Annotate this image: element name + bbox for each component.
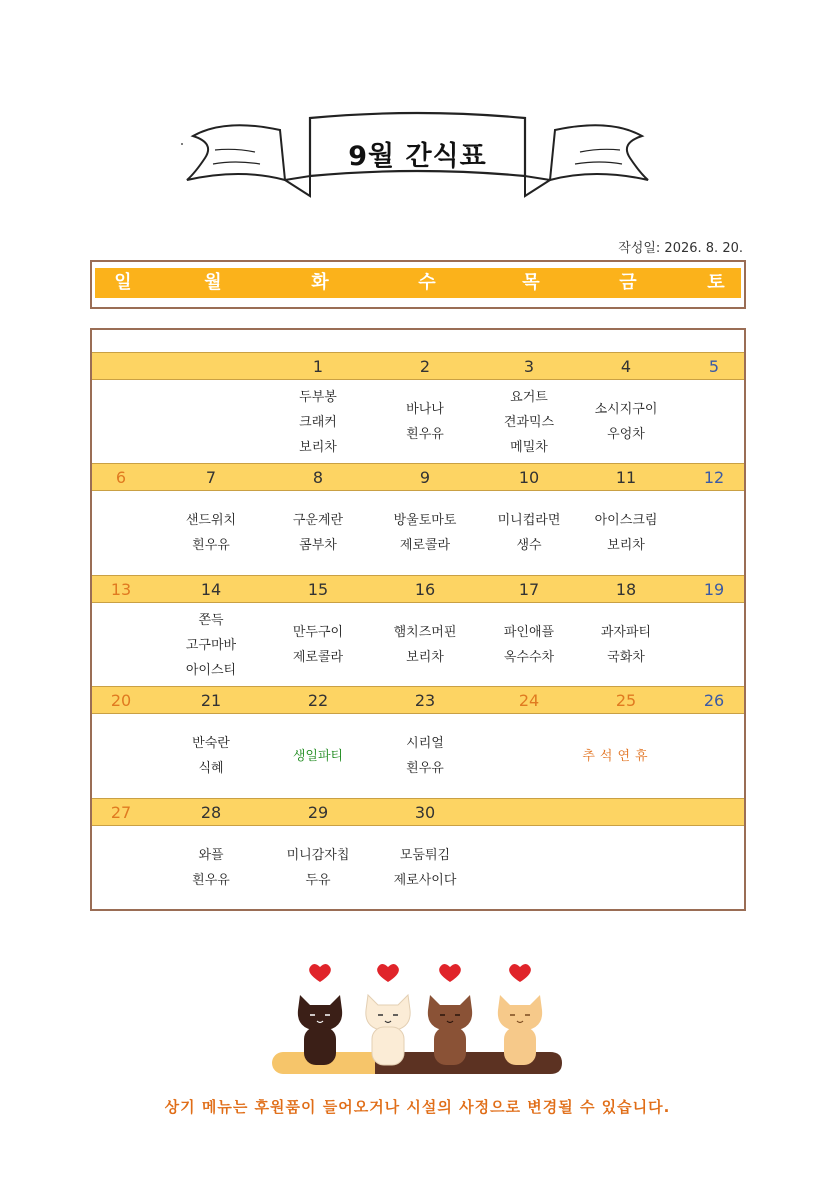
date-number: 4	[620, 357, 632, 376]
date-number: 15	[307, 580, 329, 599]
snack-item: 제로사이다	[393, 873, 457, 888]
date-number: 21	[200, 691, 222, 710]
snack-item: 콤부차	[299, 538, 337, 553]
snack-item: 과자파티	[600, 625, 652, 640]
snack-menu	[474, 385, 584, 460]
snack-item: 미니감자칩	[286, 848, 350, 863]
date-number: 24	[518, 691, 540, 710]
snack-menu	[263, 508, 373, 558]
snack-item: 두부봉	[299, 389, 337, 405]
date-row	[92, 463, 744, 491]
snack-item: 생일파티	[292, 748, 344, 764]
snack-item: 제로콜라	[292, 650, 344, 665]
date-number: 9	[419, 468, 431, 487]
date-number: 12	[703, 468, 725, 487]
date-number: 14	[200, 580, 222, 599]
snack-item: 우엉차	[607, 427, 645, 442]
snack-item: 반숙란	[192, 736, 230, 751]
snack-item: 보리차	[406, 650, 444, 665]
snack-menu	[370, 620, 480, 670]
date-number: 10	[518, 468, 540, 487]
snack-item: 크래커	[299, 414, 337, 430]
snack-menu	[474, 620, 584, 670]
weekday-6: 토	[707, 272, 725, 293]
decorative-dot	[181, 143, 183, 145]
snack-item: 햄치즈머핀	[393, 625, 457, 640]
cat-icon	[366, 995, 410, 1065]
snack-item: 만두구이	[292, 625, 344, 640]
page-title: 9월 간식표	[348, 141, 487, 172]
snack-menu	[370, 731, 480, 781]
date-number: 18	[615, 580, 637, 599]
snack-item: 국화차	[607, 650, 645, 665]
weekday-3: 수	[418, 272, 436, 293]
heart-icon	[309, 964, 531, 982]
snack-menu	[263, 385, 373, 460]
weekday-2: 화	[311, 272, 329, 293]
snack-item: 파인애플	[503, 625, 555, 640]
created-date: 작성일: 2026. 8. 20.	[618, 241, 743, 256]
weekday-1: 월	[204, 272, 222, 293]
date-number: 30	[414, 803, 436, 822]
date-number: 26	[703, 691, 725, 710]
weekday-header-bar	[95, 268, 741, 298]
snack-item: 보리차	[607, 538, 645, 553]
date-number: 28	[200, 803, 222, 822]
snack-item: 흰우유	[192, 873, 230, 888]
weekday-0: 일	[114, 272, 132, 293]
snack-menu	[156, 508, 266, 558]
snack-item: 옥수수차	[503, 650, 555, 665]
snack-item: 쫀득	[198, 612, 224, 628]
snack-item: 소시지구이	[594, 402, 658, 417]
change-notice: 상기 메뉴는 후원품이 들어오거나 시설의 사정으로 변경될 수 있습니다.	[164, 1098, 671, 1116]
snack-item: 제로콜라	[399, 538, 451, 553]
weekday-5: 금	[619, 272, 637, 293]
date-number: 27	[110, 803, 132, 822]
snack-item: 메밀차	[510, 439, 548, 455]
snack-item: 흰우유	[406, 427, 444, 442]
snack-menu	[156, 843, 266, 893]
snack-menu	[370, 508, 480, 558]
date-number: 6	[115, 468, 127, 487]
date-number: 2	[419, 357, 431, 376]
snack-item: 보리차	[299, 439, 337, 455]
snack-item: 흰우유	[192, 538, 230, 553]
date-number: 17	[518, 580, 540, 599]
snack-item: 식혜	[198, 761, 224, 776]
snack-item: 방울토마토	[393, 513, 457, 528]
date-number: 20	[110, 691, 132, 710]
date-number: 13	[110, 580, 132, 599]
weekday-header	[90, 260, 746, 309]
cats-illustration	[270, 955, 570, 1085]
date-number: 1	[312, 357, 324, 376]
snack-item: 와플	[198, 848, 224, 863]
snack-menu	[263, 843, 373, 893]
date-number: 5	[708, 357, 720, 376]
date-row	[92, 686, 744, 714]
date-number: 7	[205, 468, 217, 487]
snack-menu	[370, 843, 480, 893]
snack-item: 흰우유	[406, 761, 444, 776]
snack-item: 두유	[305, 873, 331, 888]
snack-calendar	[90, 328, 746, 911]
date-number: 25	[615, 691, 637, 710]
cat-icon	[498, 995, 542, 1065]
date-number: 8	[312, 468, 324, 487]
date-number: 29	[307, 803, 329, 822]
snack-item: 견과믹스	[503, 414, 555, 430]
date-number: 3	[523, 357, 535, 376]
snack-menu	[571, 620, 681, 670]
date-number: 23	[414, 691, 436, 710]
snack-item: 구운계란	[292, 513, 344, 528]
weekday-4: 목	[522, 272, 540, 293]
date-number: 19	[703, 580, 725, 599]
date-row	[92, 798, 744, 826]
snack-menu	[263, 744, 373, 769]
date-row	[92, 575, 744, 603]
date-number: 16	[414, 580, 436, 599]
snack-item: 생수	[516, 538, 542, 553]
snack-item: 시리얼	[406, 736, 444, 751]
snack-item: 아이스크림	[594, 513, 658, 528]
snack-item: 모둠튀김	[399, 848, 451, 863]
snack-menu	[474, 508, 584, 558]
snack-item: 샌드위치	[185, 513, 237, 528]
snack-item: 아이스티	[185, 662, 237, 678]
cat-icon	[428, 995, 472, 1065]
snack-menu	[156, 608, 266, 683]
snack-item: 바나나	[406, 402, 444, 417]
date-row	[92, 352, 744, 380]
title-banner	[185, 108, 650, 208]
snack-item: 요거트	[510, 389, 548, 405]
snack-item: 미니컵라면	[497, 513, 561, 528]
snack-menu	[571, 508, 681, 558]
holiday-label: 추석연휴	[582, 748, 653, 764]
snack-menu	[156, 731, 266, 781]
snack-menu	[370, 397, 480, 447]
date-number: 11	[615, 468, 637, 487]
date-number: 22	[307, 691, 329, 710]
snack-item: 고구마바	[185, 637, 237, 653]
cat-icon	[298, 995, 342, 1065]
snack-menu	[571, 397, 681, 447]
snack-menu	[263, 620, 373, 670]
